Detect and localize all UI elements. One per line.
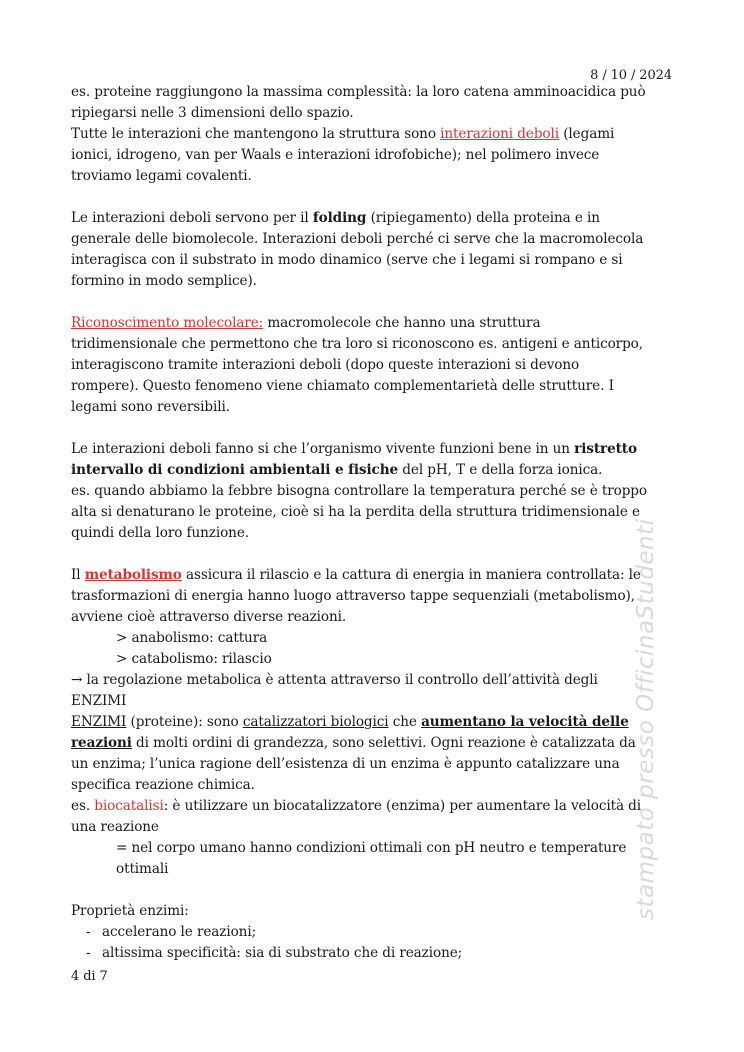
text-span: Le interazioni deboli fanno si che l’organismo vivente funzioni bene in un [71, 441, 575, 457]
text-span: macromolecole che hanno una struttura [263, 315, 541, 331]
watermark: stampato presso OfficinaStudenti [633, 518, 659, 920]
text-line [71, 313, 677, 334]
bold-ristretto: ristretto [574, 441, 637, 457]
text-line: interagisca con il substrato in modo dinamico (serve che i legami si rompano e si [71, 252, 623, 268]
text-line [71, 712, 677, 733]
text-line: specifica reazione chimica. [71, 777, 255, 793]
highlight-biocatalisi: biocatalisi [94, 798, 164, 814]
bold-intervallo: intervallo di condizioni ambientali e fisiche [71, 462, 399, 478]
text-span: Tutte le interazioni che mantengono la struttura sono [71, 126, 441, 142]
text-line [71, 733, 677, 754]
text-line [71, 565, 677, 586]
indented-line: > anabolismo: cattura [116, 630, 268, 646]
text-span: del pH, T e della forza ionica. [398, 462, 603, 478]
text-line: generale delle biomolecole. Interazioni deboli perché ci serve che la macromolecola [71, 231, 644, 247]
text-line: tridimensionale che permettono che tra loro si riconoscono es. antigeni e anticorpo, [71, 336, 643, 352]
text-line: ENZIMI [71, 693, 127, 709]
text-span: di molti ordini di grandezza, sono selettivi. Ogni reazione è catalizzata da [131, 735, 636, 751]
text-span: che [388, 714, 422, 730]
text-line: interagiscono tramite interazioni deboli (dopo queste interazioni si devono [71, 357, 580, 373]
text-line [71, 460, 677, 481]
text-span: es. [71, 798, 95, 814]
text-line: trasformazioni di energia hanno luogo attraverso tappe sequenziali (metabolismo), [71, 588, 635, 604]
text-line: un enzima; l’unica ragione dell’esistenza di un enzima è appunto catalizzare una [71, 756, 620, 772]
indented-line: ottimali [116, 861, 169, 877]
indented-line: = nel corpo umano hanno condizioni ottimali con pH neutro e temperature [116, 840, 627, 856]
text-line: quindi della loro funzione. [71, 525, 249, 541]
highlight-riconoscimento: Riconoscimento molecolare: [71, 315, 264, 331]
text-line: es. proteine raggiungono la massima complessità: la loro catena amminoacidica può [71, 84, 646, 100]
text-line: es. quando abbiamo la febbre bisogna controllare la temperatura perché se è troppo [71, 483, 647, 499]
text-line: ionici, idrogeno, van per Waals e interazioni idrofobiche); nel polimero invece [71, 147, 600, 163]
text-span: (ripiegamento) della proteina e in [366, 210, 600, 226]
list-item [71, 943, 677, 964]
text-line: → la regolazione metabolica è attenta attraverso il controllo dell’attività degli [71, 672, 598, 688]
list-item-text: altissima specificità: sia di substrato che di reazione; [102, 945, 463, 961]
page-number: 4 di 7 [71, 969, 108, 984]
text-line: legami sono reversibili. [71, 399, 230, 415]
text-span: Il [71, 567, 85, 583]
text-span: (legami [559, 126, 615, 142]
text-line: avviene cioè attraverso diverse reazioni. [71, 609, 347, 625]
bold-folding: folding [312, 210, 367, 226]
indented-line: > catabolismo: rilascio [116, 651, 272, 667]
text-line [71, 796, 677, 817]
document-body [71, 82, 677, 964]
text-line: troviamo legami covalenti. [71, 168, 252, 184]
bullet-dash-icon: - [86, 924, 91, 940]
text-span: : è utilizzare un biocatalizzatore (enzima) per aumentare la velocità di [163, 798, 642, 814]
text-line: ripiegarsi nelle 3 dimensioni dello spazio. [71, 105, 354, 121]
text-line: una reazione [71, 819, 159, 835]
text-span: (proteine): sono [126, 714, 243, 730]
text-line: rompere). Questo fenomeno viene chiamato complementarietà delle strutture. I [71, 378, 614, 394]
list-title: Proprietà enzimi: [71, 903, 189, 919]
underlined-enzimi: ENZIMI [71, 714, 127, 730]
highlight-interazioni-deboli: interazioni deboli [440, 126, 559, 142]
text-line [71, 208, 677, 229]
text-line [71, 439, 677, 460]
list-item-text: accelerano le reazioni; [102, 924, 257, 940]
text-line: alta si denaturano le proteine, cioè si ha la perdita della struttura tridimensionale e [71, 504, 640, 520]
bold-aumentano: aumentano la velocità delle [421, 714, 629, 730]
text-span: assicura il rilascio e la cattura di energia in maniera controllata: le [181, 567, 641, 583]
underlined-catalizzatori: catalizzatori biologici [242, 714, 389, 730]
page-date: 8 / 10 / 2024 [590, 68, 672, 83]
text-line: formino in modo semplice). [71, 273, 257, 289]
text-line [71, 124, 677, 145]
text-span: Le interazioni deboli servono per il [71, 210, 313, 226]
list-item [71, 922, 677, 943]
bold-reazioni: reazioni [71, 735, 132, 751]
bullet-dash-icon: - [86, 945, 91, 961]
highlight-metabolismo: metabolismo [84, 567, 182, 583]
